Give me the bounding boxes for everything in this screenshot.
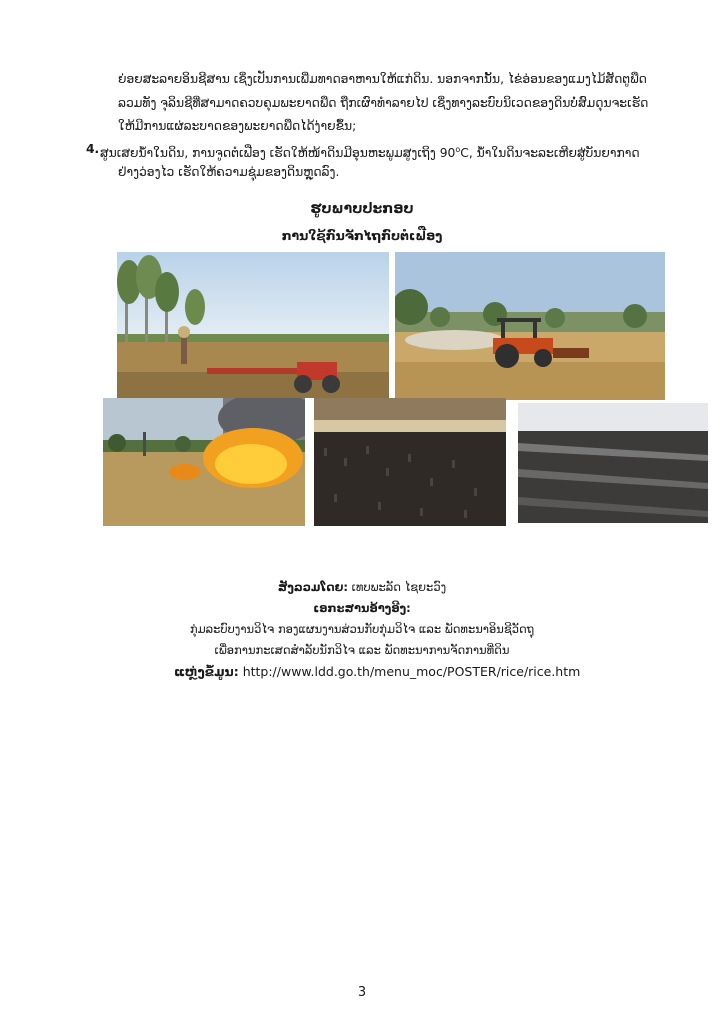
figure-subtitle: ການໃຊ້ກົນຈັກໄຖກົບຕໍເຟືອງ xyxy=(281,228,443,243)
references-label: ເອກະສານອ້າງອີງ: xyxy=(313,601,411,615)
figure-title: ຮູບພາບປະກອບ xyxy=(310,201,414,217)
list-item-line-2: ຢ່າງວ່ອງໄວ ເຮັດໃຫ້ຄວາມຊຸ່ມຂອງດິນຫຼຸດລົງ. xyxy=(118,165,340,179)
source-url[interactable]: http://www.ldd.go.th/menu_moc/POSTER/rice/rice.htm xyxy=(242,664,581,679)
list-item-line-1: ສູນເສຍນ້ຳໃນດິນ, ການຈູດຕໍເຟືອງ ເຮັດໃຫ້ໜ້າດິນມີອຸນຫະພູມສູງເຖິງ 90$^o$C, ນ້ຳໃນດິນຈະລະເຫີຍສູ່ບັນຍາກາດ xyxy=(100,145,640,161)
page-number: 3 xyxy=(357,985,367,1000)
paragraph-line-1: ຍ່ອຍສະລາຍອິນຊີສານ ເຊິ່ງເປັນການເພີ່ມທາດອາຫານໃຫ້ແກ່ດິນ. ນອກຈາກນັ້ນ, ໄຂ່ອ່ອນຂອງແມງໄມ້ສັດຕູພືດ xyxy=(118,72,647,86)
photo-burning-straw xyxy=(103,398,305,526)
paragraph-line-2: ລວມທັງ ຈຸລິນຊີທີ່ສາມາດຄວບຄຸມພະຍາດພືດ ຖືກເຜົາທຳລາຍໄປ ເຊິ່ງທາງລະບົບນິເວດຂອງດິນບໍ່ສົມດຸນຈະເຮັດ xyxy=(118,96,649,110)
list-item-4 xyxy=(86,139,676,183)
reference-line-1: ກຸ່ມລະບົບງານວິໄຈ ກອງແຜນງານສ່ວນກັບກຸ່ມວິໄຈ ແລະ ພັດທະນາອິນຊີວັດຖຸ xyxy=(189,622,535,636)
photo-scorched-field xyxy=(518,403,708,523)
list-item-number: 4. xyxy=(86,142,100,156)
photo-tractor-field xyxy=(395,252,665,400)
paragraph-line-3: ໃຫ້ມີການແຜ່ລະບາດຂອງພະຍາດພືດໄດ້ງ່າຍຂຶ້ນ; xyxy=(118,119,357,133)
reference-line-2: ເພື່ອການກະເສດສຳລັບນັກວິໄຈ ແລະ ພັດທະນາການຈັດການທີ່ດິນ xyxy=(214,643,510,657)
source-line: ແຫຼ່ງຂໍ້ມູນ: http://www.ldd.go.th/menu_moc/POSTER/rice/rice.htm xyxy=(174,664,581,679)
photo-walking-tractor xyxy=(117,252,389,398)
photo-burnt-stubble xyxy=(314,398,506,526)
compiled-by: ສັງລວມໂດຍ: ເທບພະລັດ ໄຊຍະວົງ xyxy=(277,580,447,594)
